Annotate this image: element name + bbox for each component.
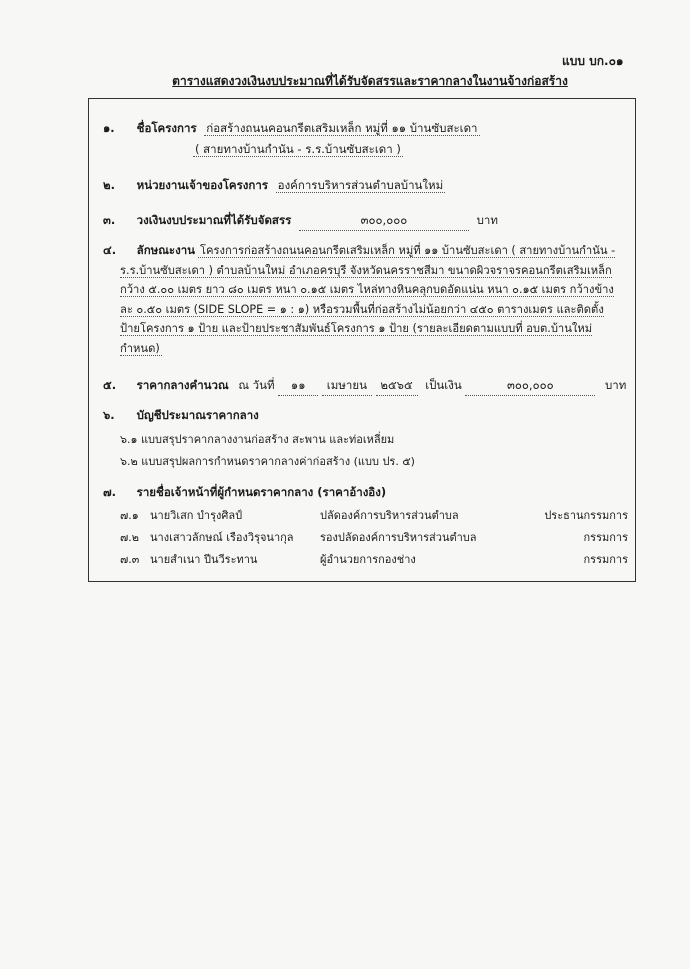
date-year: ๒๕๖๕ [376, 377, 418, 396]
price-list-sub2: ๖.๒ แบบสรุปผลการกำหนดราคากลางค่าก่อสร้าง (แบบ ปร. ๕) [120, 455, 415, 468]
item-label: รายชื่อเจ้าหน้าที่ผู้กำหนดราคากลาง (ราคาอ้างอิง) [136, 485, 387, 499]
item-agency [103, 177, 445, 195]
item-label: หน่วยงานเจ้าของโครงการ [136, 178, 268, 192]
price-list-sub1: ๖.๑ แบบสรุปราคากลางงานก่อสร้าง สะพาน และท่อเหลี่ยม [120, 433, 395, 446]
date-prefix: ณ วันที่ [238, 378, 275, 392]
member-number: ๗.๑ [120, 509, 139, 522]
median-unit: บาท [605, 378, 627, 392]
form-code: แบบ บก.๐๑ [562, 54, 624, 68]
member-position: ปลัดองค์การบริหารส่วนตำบล [320, 509, 459, 522]
project-name: ก่อสร้างถนนคอนกรีตเสริมเหล็ก หมู่ที่ ๑๑ บ้านซับสะเดา [206, 121, 478, 135]
agency-name: องค์การบริหารส่วนตำบลบ้านใหม่ [277, 178, 444, 192]
item-number: ๗. [103, 485, 117, 499]
member-role: กรรมการ [583, 531, 628, 544]
item-label: ชื่อโครงการ [136, 121, 197, 135]
item-number: ๕. [103, 378, 117, 392]
item-number: ๑. [103, 121, 115, 135]
member-number: ๗.๓ [120, 553, 140, 566]
committee-member [120, 550, 628, 566]
member-name: นายสำเนา ปีนวีระทาน [150, 553, 258, 566]
item-median-price [103, 377, 626, 396]
amount-label: เป็นเงิน [425, 378, 462, 392]
item-label: ราคากลางคำนวณ [136, 378, 229, 392]
item-number: ๖. [103, 408, 115, 422]
item-number: ๒. [103, 178, 115, 192]
budget-unit: บาท [476, 213, 498, 227]
member-role: กรรมการ [583, 553, 628, 566]
item-committee [103, 484, 386, 502]
document-title: ตารางแสดงวงเงินงบประมาณที่ได้รับจัดสรรและราคากลางในงานจ้างก่อสร้าง [172, 74, 568, 88]
item-project [103, 120, 480, 138]
member-name: นายวิเสก บำรุงศิลป์ [150, 509, 243, 522]
member-position: รองปลัดองค์การบริหารส่วนตำบล [320, 531, 477, 544]
description-text-wrapper [120, 241, 620, 358]
item-number: ๓. [103, 213, 116, 227]
item-price-list [103, 407, 259, 425]
date-month: เมษายน [322, 377, 372, 396]
item-label: วงเงินงบประมาณที่ได้รับจัดสรร [136, 213, 292, 227]
project-route: ( สายทางบ้านกำนัน - ร.ร.บ้านซับสะเดา ) [195, 142, 401, 156]
committee-member [120, 528, 628, 544]
item-label: บัญชีประมาณราคากลาง [136, 408, 259, 422]
median-amount: ๓๐๐,๐๐๐ [465, 377, 595, 396]
member-position: ผู้อำนวยการกองช่าง [320, 553, 416, 566]
item-number: ๔. [103, 243, 117, 257]
item-project-line2 [193, 141, 403, 159]
member-role: ประธานกรรมการ [544, 509, 628, 522]
item-budget [103, 212, 498, 231]
item-label: ลักษณะงาน [136, 243, 196, 257]
member-number: ๗.๒ [120, 531, 140, 544]
committee-member [120, 506, 628, 522]
member-name: นางเสาวลักษณ์ เรืองวิรุจนากุล [150, 531, 294, 544]
date-day: ๑๑ [278, 377, 318, 396]
budget-amount: ๓๐๐,๐๐๐ [299, 212, 469, 231]
description-text: โครงการก่อสร้างถนนคอนกรีตเสริมเหล็ก หมู่ที่ ๑๑ บ้านซับสะเดา ( สายทางบ้านกำนัน - ร.ร.บ้านซับสะเดา ) ตำบลบ้านใหม่ อำเภอครบุรี จังหวัดนครราชสีมา ขนาดผิวจราจรคอนกรีตเสริมเหล็ก กว้าง ๕.๐๐ เมตร ยาว ๘๐ เมตร หนา ๐.๑๕ เมตร ไหล่ทางหินคลุกบดอัดแน่น หนา ๐.๑๕ เมตร กว้างข้างละ ๐.๕๐ เมตร (SIDE SLOPE = ๑ : ๑) หรือรวมพื้นที่ก่อสร้างไม่น้อยกว่า ๔๕๐ ตารางเมตร และติดตั้งป้ายโครงการ ๑ ป้าย และป้ายประชาสัมพันธ์โครงการ ๑ ป้าย (รายละเอียดตามแบบที่ อบต.บ้านใหม่กำหนด) [120, 244, 616, 355]
